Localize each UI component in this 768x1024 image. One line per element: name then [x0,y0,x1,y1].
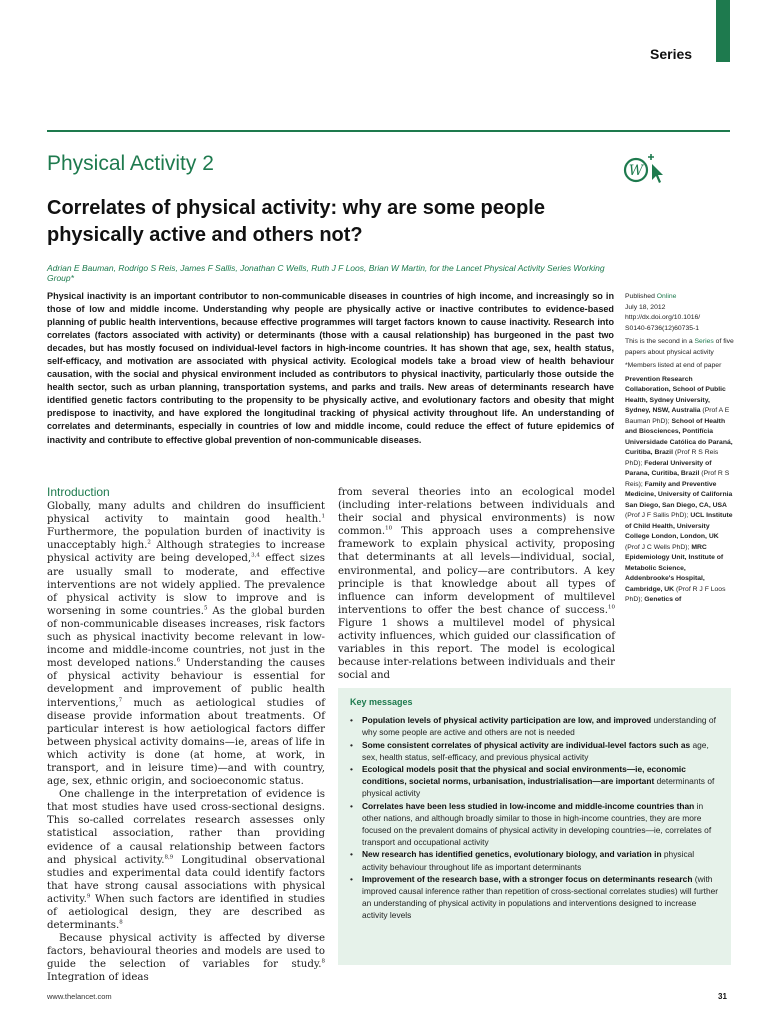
list-item [350,873,721,922]
series-kicker: Physical Activity 2 [47,152,214,175]
list-item [350,739,721,763]
affiliation-name: Genetics of [644,596,682,603]
affiliation-name: School of Health and Biosciences, Pontifícia Universidade Católica do Paraná, Curitiba, Brazil [625,417,733,456]
series-color-bar [716,0,730,62]
key-message-text: in other nations, and although broadly similar to those in high-income countries, they are more focused on the prevalent domains of physical activity in developing countries—ie, correlates of transport and occupational activity [362,800,712,848]
list-item [350,763,721,800]
series-label: Series [650,46,693,62]
key-message-text: physical activity behaviour throughout life as important determinants [362,849,695,872]
affiliation-name: UCL Institute of Child Health, University College London, London, UK [625,512,733,540]
page-number: 31 [718,992,727,1001]
citation-ref[interactable]: 8 [119,919,123,926]
members-note: *Members listed at end of paper [625,362,722,369]
affiliation-person: (Prof R J F Loos PhD); [625,585,726,603]
citation-ref[interactable]: 8,9 [164,854,174,861]
citation-ref[interactable]: 5 [203,605,208,612]
key-message-bold: Improvement of the research base, with a stronger focus on determinants research [362,873,693,884]
key-message-text: (with improved causal inference rather than repetition of cross-sectional correlates studies) will further an understanding of physical activity in populations and interventions designed to increase activity levels [362,873,719,921]
affiliations [625,375,735,606]
key-message-bold: Some consistent correlates of physical activity are individual-level factors such as [362,739,691,750]
citation-ref[interactable]: 10 [608,604,615,611]
header-divider [47,130,730,132]
article-title: Correlates of physical activity: why are some people physically active and others not? [47,197,545,246]
series-note-text-end: of five papers about physical activity [625,338,734,356]
journal-website-link[interactable]: www.thelancet.com [47,992,112,1001]
citation-ref[interactable]: 6 [176,657,181,664]
body-column-left [47,486,325,985]
body-paragraph [47,932,325,984]
body-text: Longitudinal observational studies and experimental data could identify factors that have strong causal associations with physical activity. [47,854,325,905]
sidebar-notes [625,292,735,609]
body-text: Because physical activity is affected by diverse factors, behavioural theories and models are used to guide the selection of variables for study. [47,933,325,971]
published-date: July 18, 2012 [625,303,666,311]
body-text: effect sizes are usually small to moderate, and effective interventions are not widely applied. The prevalence of physical activity is slow to improve and is worsening in some countries. [47,553,325,617]
affiliation-person: (Prof J F Sallis PhD); [625,512,691,519]
author-list: Adrian E Bauman, Rodrigo S Reis, James F Sallis, Jonathan C Wells, Ruth J F Loos, Brian W Martin, for the Lancet Physical Activity Series Working Group* [47,263,605,283]
list-item [350,848,721,872]
body-text: from several theories into an ecological model (including inter-relations between individuals and their social and physical environments) is now common. [338,487,615,538]
key-message-bold: Population levels of physical activity participation are low, and improved [362,715,652,726]
section-heading-introduction: Introduction [47,485,110,499]
affiliation-person: (Prof A E Bauman PhD); [625,407,730,425]
body-text: Globally, many adults and children do insufficient physical activity to maintain good health. [47,501,325,526]
key-messages-list [350,714,721,921]
published-label: Published [625,293,657,300]
body-text: When such factors are identified in studies of aetiological design, they are described as determinants. [47,893,325,932]
lancet-w-cursor-icon[interactable] [622,150,668,186]
key-message-bold: New research has identified genetics, evolutionary biology, and variation in [362,849,662,860]
body-text: As the global burden of non-communicable diseases increases, risk factors such as physical inactivity become relevant in low-income and middle-income countries, not just in the most developed nations. [47,605,325,670]
citation-ref[interactable]: 1 [321,513,325,520]
citation-ref[interactable]: 2 [147,539,151,546]
svg-text:W: W [628,163,644,179]
citation-ref[interactable]: 3,4 [251,553,260,560]
series-note [625,337,735,358]
affiliation-name: Family and Preventive Medicine, University of California San Diego, San Diego, CA, USA [625,480,733,509]
series-note-text: This is the second in a [625,338,695,345]
citation-ref[interactable]: 10 [385,525,393,532]
body-text: much as aetiological studies of disease provide information about treatments. Of particular interest is how aetiological factors differ between physical activity domains—ie, areas of life in which activity is done (at home, at work, in transport, and in leisure time)—and with country, age, sex, ethnic origin, and socioeconomic status. [47,697,325,788]
body-paragraph [47,788,325,932]
body-text: Figure 1 shows a multilevel model of physical activity influences, which guided our classification of variables in this report. The model is ecological because inter-relations between individuals and their social and [338,617,615,682]
affiliation-person: (Prof R S Reis PhD); [625,449,719,467]
key-messages-heading: Key messages [350,697,413,707]
affiliation-person: (Prof R S Reis); [625,470,730,488]
body-text: Integration of ideas [47,972,149,984]
body-paragraph [338,486,615,682]
citation-ref[interactable]: 7 [118,697,123,704]
affiliation-name: Prevention Research Collaboration, School of Public Health, Sydney University, Sydney, NSW, Australia [625,375,726,414]
key-message-text: determinants of physical activity [362,776,715,799]
abstract: Physical inactivity is an important contributor to non-communicable diseases in countries of high income, and increasingly so in those of low and middle income. Understanding why people are physically active or inactive contributes to evidence-based planning of public health interventions, because effective programmes will target factors known to cause inactivity. Research into correlates (factors associated with activity) or determinants (those with a causal relationship) has burgeoned in the past two decades, but has mostly focused on individual-level factors in high-income countries. It has shown that age, sex, health status, self-efficacy, and motivation are associated with physical activity. Ecological models take a broad view of health behaviour causation, with the social and physical environment included as contributors to physical inactivity, particularly those outside the health sector, such as urban planning, transportation systems, and parks and trails. New areas of determinants research have identified genetic factors contributing to the propensity to be physically active, and evolutionary factors and obesity that might predispose to inactivity, and have explored the longitudinal tracking of physical activity throughout life. An understanding of correlates and determinants, especially in countries of low and middle income, could reduce the effect of future epidemics of inactivity and contribute to effective global prevention of non-communicable diseases. [47,291,614,445]
affiliation-person: (Prof J C Wells PhD); [625,543,692,551]
doi-link-part1[interactable]: http://dx.doi.org/10.1016/ [625,314,701,321]
affiliation-name: Federal University of Parana, Curitiba, Brazil [625,459,712,477]
key-message-bold: Correlates have been less studied in low-income and middle-income countries than [362,800,695,811]
series-link[interactable]: Series [694,338,714,345]
key-messages-panel [338,688,731,965]
key-message-bold: Ecological models posit that the physical and social environments—ie, economic conditions, societal norms, urbanisation, industrialisation—are important [362,764,686,787]
body-text: Furthermore, the population burden of inactivity is unacceptably high. [47,527,325,552]
doi-link-part2[interactable]: S0140-6736(12)60735-1 [625,324,700,332]
body-text: Although strategies to increase physical activity are being developed, [47,540,325,565]
publication-info [625,292,735,334]
body-text: One challenge in the interpretation of evidence is that most studies have used cross-sectional designs. This so-called correlates research assesses only statistical association, rather than providing evidence of a causal relationship between factors and physical activity. [47,789,325,866]
body-column-right [338,486,615,682]
key-message-text: understanding of why some people are active and others are not is needed [362,715,716,738]
citation-ref[interactable]: 8 [321,958,325,965]
body-paragraph [47,500,325,788]
citation-ref[interactable]: 9 [86,893,91,900]
published-online-link[interactable]: Online [656,293,677,300]
key-message-text: age, sex, health status, self-efficacy, and previous physical activity [362,739,709,762]
list-item [350,800,721,849]
affiliation-name: MRC Epidemiology Unit, Institute of Metabolic Science, Addenbrooke's Hospital, Cambridge, UK [625,543,724,593]
body-text: This approach uses a comprehensive framework to explain physical activity, proposing that determinants at all levels—individual, social, environmental, and policy—are contributors. A key principle is that knowledge about all types of influence can inform development of multilevel interventions to offer the best chance of success. [338,526,615,616]
list-item [350,714,721,738]
body-text: Understanding the causes of physical activity behaviour is essential for development and improvement of public health interventions, [47,658,325,709]
